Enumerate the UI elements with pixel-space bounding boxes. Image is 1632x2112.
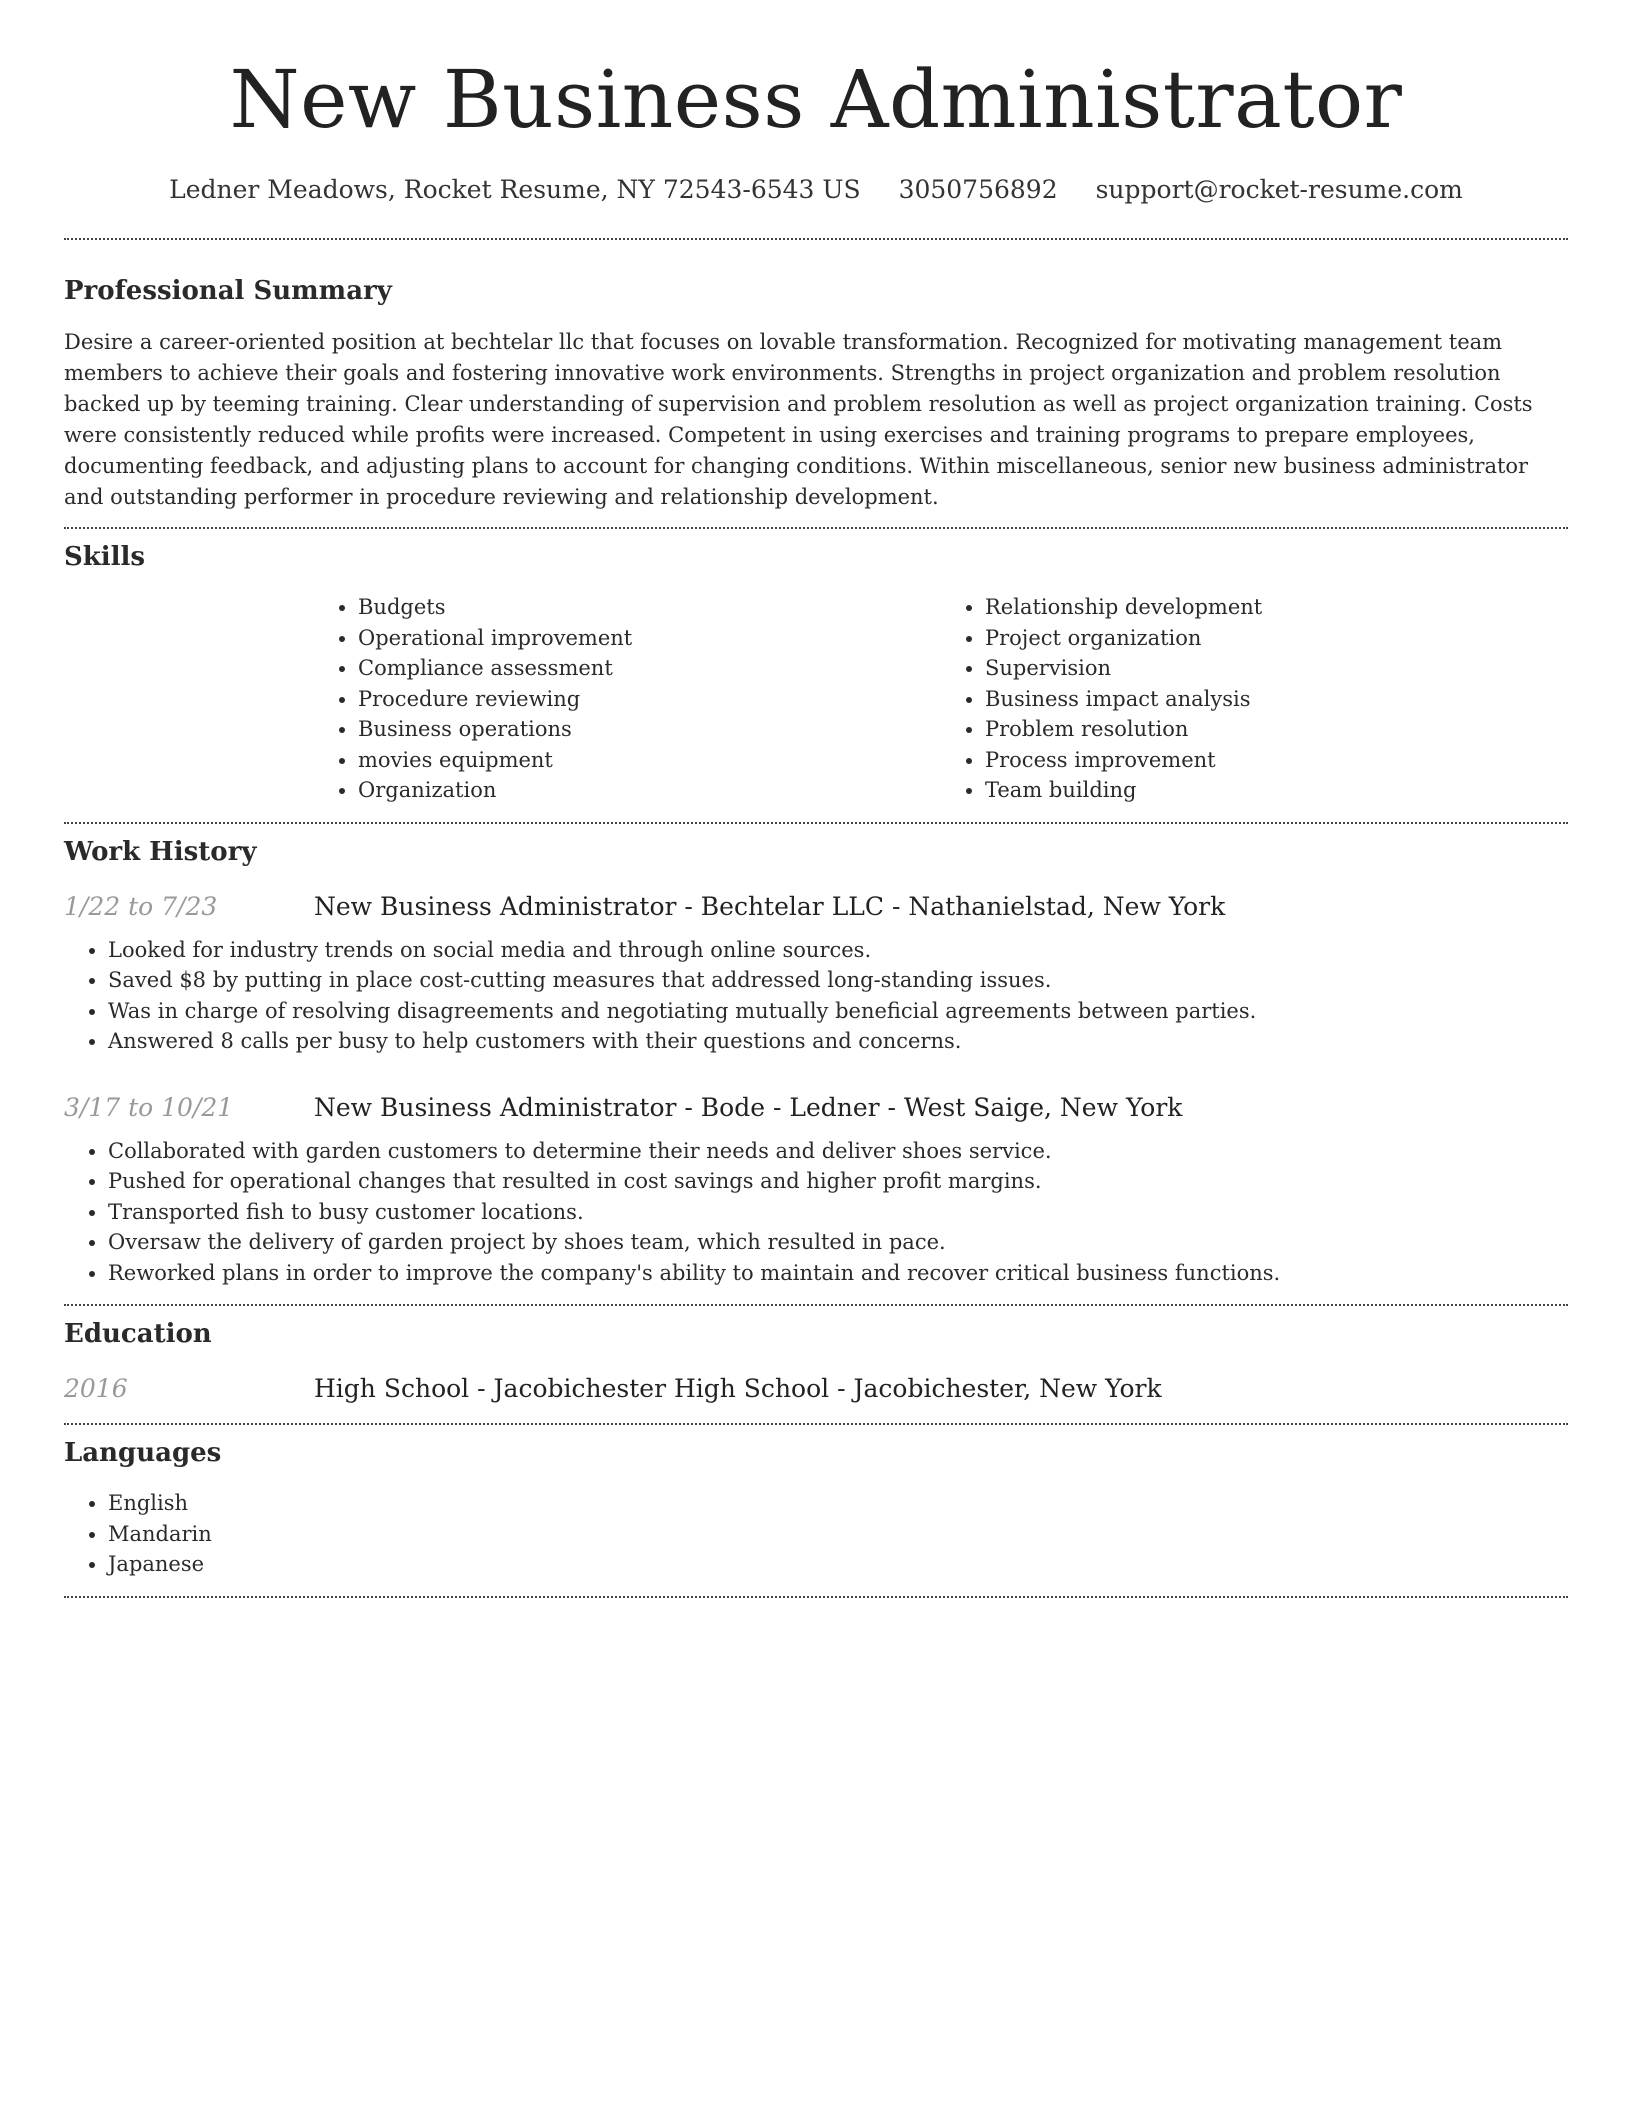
job-bullet: • Reworked plans in order to improve the company's ability to maintain and recover critical business functions. [108, 1258, 1568, 1289]
job-bullet: • Transported fish to busy customer locations. [108, 1197, 1568, 1228]
skills-list-right [941, 592, 1568, 806]
skill-item: • Relationship development [985, 592, 1568, 623]
job-entry [64, 891, 1568, 1057]
job-bullet: • Pushed for operational changes that resulted in cost savings and higher profit margins. [108, 1166, 1568, 1197]
skill-item: • Business impact analysis [985, 684, 1568, 715]
job-bullet: • Oversaw the delivery of garden project by shoes team, which resulted in pace. [108, 1227, 1568, 1258]
summary-text: Desire a career-oriented position at bechtelar llc that focuses on lovable transformation. Recognized for motivating management team members to achieve their goals and fostering innovative work environments. Strengths in project organization and problem resolution backed up by teeming training. Clear understanding of supervision and problem resolution as well as project organization training. Costs were consistently reduced while profits were increased. Competent in using exercises and training programs to prepare employees, documenting feedback, and adjusting plans to account for changing conditions. Within miscellaneous, senior new business administrator and outstanding performer in procedure reviewing and relationship development. [64, 330, 1533, 509]
job-header [64, 891, 1568, 923]
resume-name: New Business Administrator [229, 53, 1403, 146]
languages-section [64, 1425, 1568, 1580]
job-bullets [64, 935, 1568, 1057]
skill-item: • Procedure reviewing [358, 684, 941, 715]
skill-item: • Organization [358, 775, 941, 806]
skill-item: • Problem resolution [985, 714, 1568, 745]
skill-item: • Budgets [358, 592, 941, 623]
work-section [64, 824, 1568, 1289]
education-text: High School - Jacobichester High School - Jacobichester, New York [314, 1374, 1162, 1403]
job-title: New Business Administrator - Bechtelar LLC - Nathanielstad, New York [314, 891, 1226, 921]
job-bullet: • Was in charge of resolving disagreements and negotiating mutually beneficial agreements between parties. [108, 996, 1568, 1027]
education-entry [64, 1373, 1568, 1405]
job-bullet: • Answered 8 calls per busy to help customers with their questions and concerns. [108, 1026, 1568, 1057]
job-title: New Business Administrator - Bode - Ledner - West Saige, New York [314, 1092, 1183, 1122]
contact-email: support@rocket-resume.com [1095, 175, 1463, 204]
language-item: • English [108, 1488, 1568, 1519]
skill-item: • Business operations [358, 714, 941, 745]
skills-columns [314, 592, 1568, 806]
skill-item: • Compliance assessment [358, 653, 941, 684]
skill-item: • Team building [985, 775, 1568, 806]
education-title: Education [64, 1319, 212, 1349]
job-header [64, 1092, 1568, 1124]
language-item: • Japanese [108, 1549, 1568, 1580]
job-date: 1/22 to 7/23 [64, 891, 218, 921]
skill-item: • Operational improvement [358, 623, 941, 654]
job-entry [64, 1092, 1568, 1289]
skill-item: • Process improvement [985, 745, 1568, 776]
contact-line [64, 174, 1568, 206]
education-date: 2016 [64, 1374, 128, 1403]
job-date: 3/17 to 10/21 [64, 1092, 234, 1122]
contact-address: Ledner Meadows, Rocket Resume, NY 72543-6543 US [169, 175, 861, 204]
skills-section [64, 529, 1568, 806]
skills-list-left [314, 592, 941, 806]
resume-page [64, 0, 1568, 1598]
skills-title: Skills [64, 542, 146, 572]
job-bullet: • Looked for industry trends on social media and through online sources. [108, 935, 1568, 966]
work-title: Work History [64, 836, 257, 867]
summary-title: Professional Summary [64, 276, 392, 306]
job-bullet: • Collaborated with garden customers to determine their needs and deliver shoes service. [108, 1136, 1568, 1167]
education-section [64, 1306, 1568, 1405]
summary-section [64, 240, 1568, 513]
language-item: • Mandarin [108, 1519, 1568, 1550]
languages-list [64, 1488, 1568, 1580]
job-bullet: • Saved $8 by putting in place cost-cutting measures that addressed long-standing issues. [108, 965, 1568, 996]
languages-title: Languages [64, 1438, 222, 1468]
contact-phone: 3050756892 [898, 175, 1058, 204]
skill-item: • Project organization [985, 623, 1568, 654]
job-bullets [64, 1136, 1568, 1289]
divider [64, 1596, 1568, 1598]
skill-item: • movies equipment [358, 745, 941, 776]
skill-item: • Supervision [985, 653, 1568, 684]
